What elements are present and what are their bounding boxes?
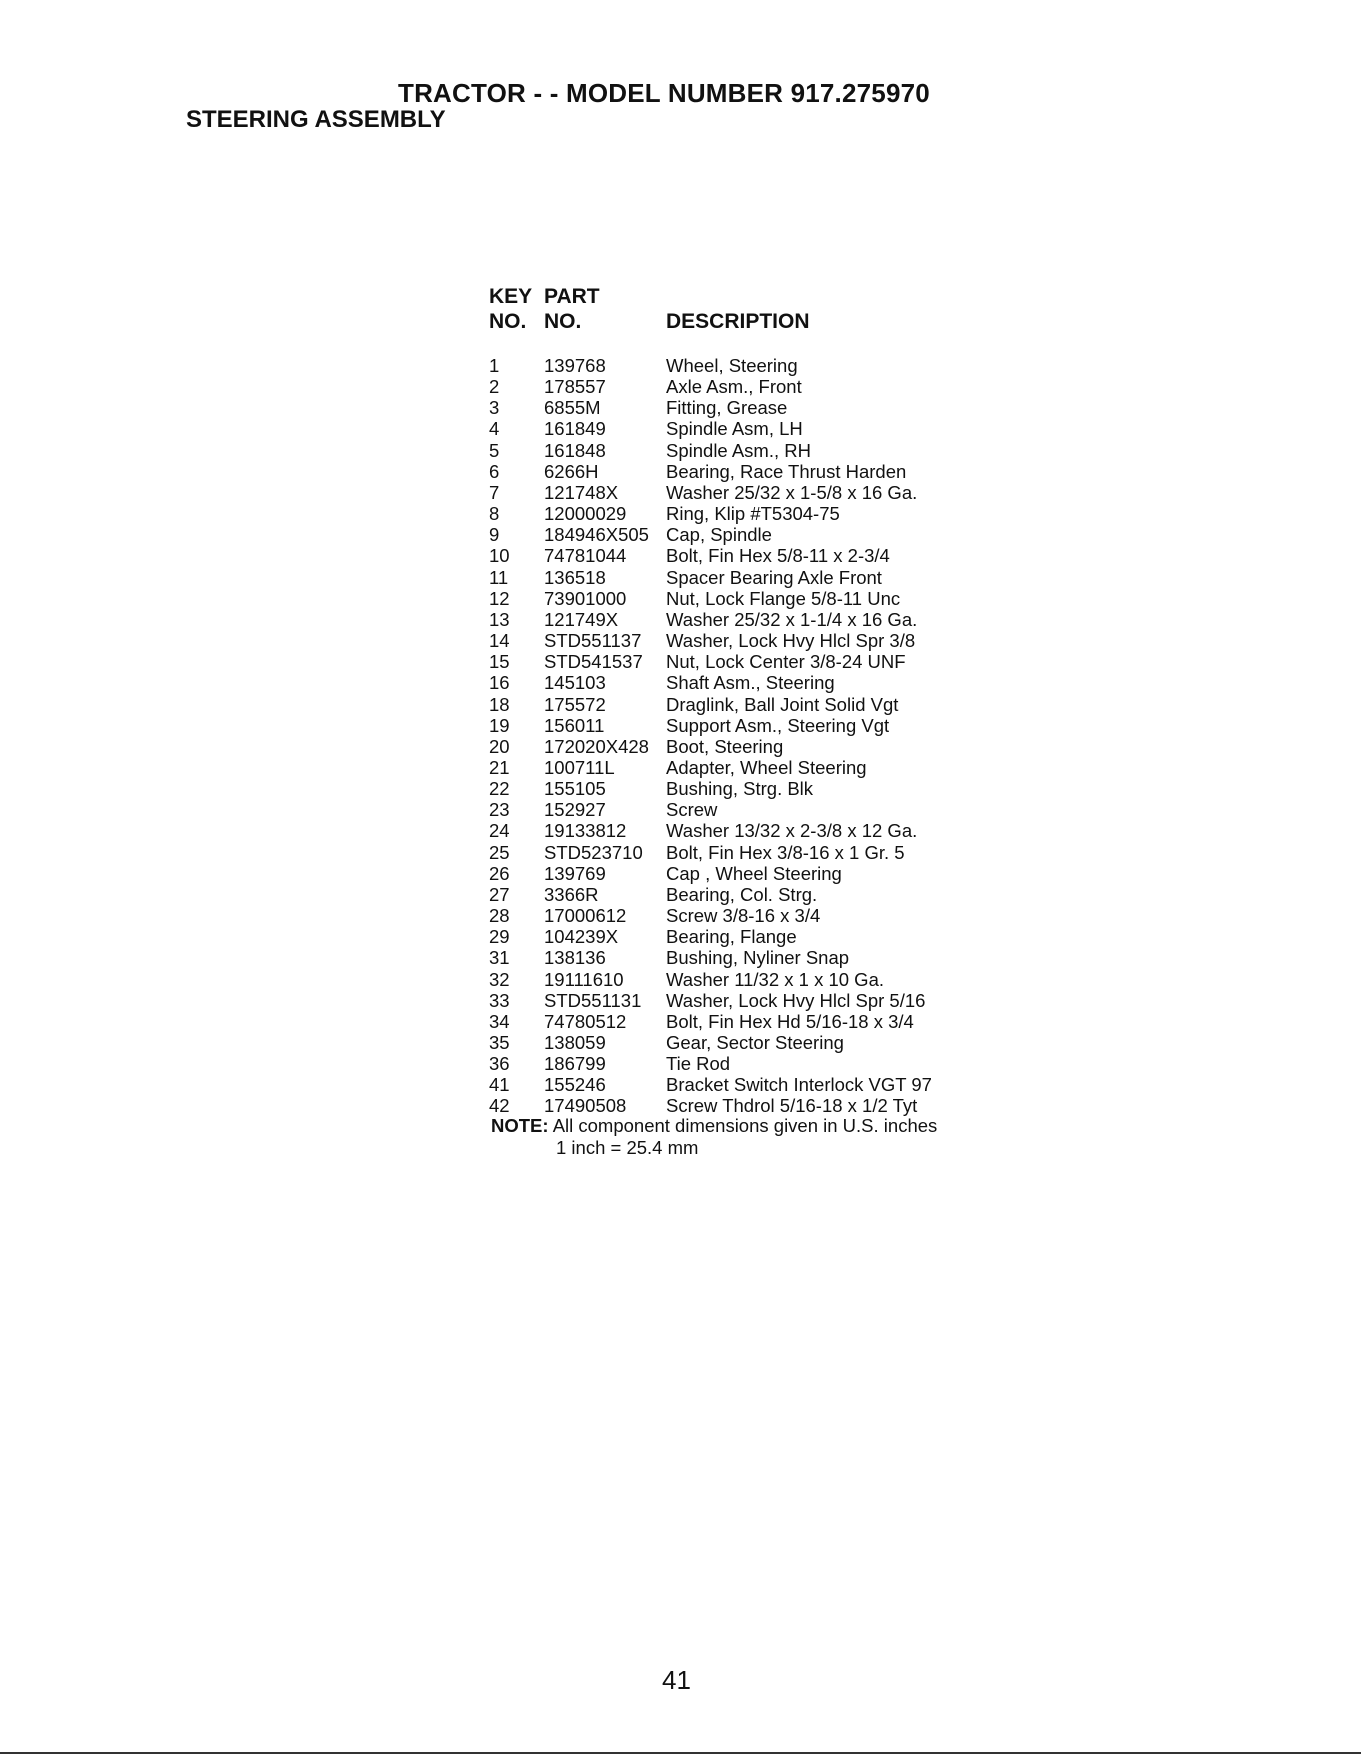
table-row <box>489 482 1009 503</box>
table-row <box>489 609 1009 630</box>
part-no-cell: 6855M <box>544 397 601 419</box>
key-no-cell: 7 <box>489 481 500 503</box>
part-no-cell: 100711L <box>544 756 615 778</box>
part-no-cell: STD551131 <box>544 989 642 1011</box>
description-cell: Screw Thdrol 5/16-18 x 1/2 Tyt <box>666 1095 918 1117</box>
part-no-cell: 138136 <box>544 947 606 969</box>
bottom-rule <box>0 1752 1361 1754</box>
key-no-cell: 19 <box>489 714 510 736</box>
header-key-no: NO. <box>489 310 527 333</box>
key-no-cell: 32 <box>489 968 510 990</box>
table-row <box>489 545 1009 566</box>
note <box>491 1115 937 1136</box>
key-no-cell: 4 <box>489 418 500 440</box>
table-row <box>489 588 1009 609</box>
part-no-cell: 161849 <box>544 418 606 440</box>
description-cell: Bolt, Fin Hex Hd 5/16-18 x 3/4 <box>666 1010 914 1032</box>
part-no-cell: 19133812 <box>544 820 627 842</box>
description-cell: Nut, Lock Center 3/8-24 UNF <box>666 651 906 673</box>
key-no-cell: 25 <box>489 841 510 863</box>
table-row <box>489 355 1009 376</box>
parts-rows <box>489 355 1009 1117</box>
section-title: STEERING ASSEMBLY <box>186 106 446 133</box>
key-no-cell: 8 <box>489 503 500 525</box>
description-cell: Screw <box>666 799 718 821</box>
table-row <box>489 672 1009 693</box>
description-cell: Draglink, Ball Joint Solid Vgt <box>666 693 899 715</box>
key-no-cell: 11 <box>489 566 509 588</box>
note-label: NOTE: <box>491 1115 549 1136</box>
description-cell: Washer 13/32 x 2-3/8 x 12 Ga. <box>666 820 918 842</box>
part-no-cell: 172020X428 <box>544 735 649 757</box>
table-row <box>489 1074 1009 1095</box>
part-no-cell: 19111610 <box>544 968 624 990</box>
key-no-cell: 29 <box>489 926 510 948</box>
table-row <box>489 990 1009 1011</box>
part-no-cell: 73901000 <box>544 587 627 609</box>
description-cell: Bearing, Race Thrust Harden <box>666 460 907 482</box>
key-no-cell: 12 <box>489 587 510 609</box>
part-no-cell: STD523710 <box>544 841 643 863</box>
description-cell: Bracket Switch Interlock VGT 97 <box>666 1074 932 1096</box>
header-key: KEY <box>489 285 533 308</box>
description-cell: Washer, Lock Hvy Hlcl Spr 5/16 <box>666 989 926 1011</box>
part-no-cell: 136518 <box>544 566 606 588</box>
description-cell: Bearing, Flange <box>666 926 797 948</box>
part-no-cell: 3366R <box>544 883 599 905</box>
part-no-cell: 175572 <box>544 693 606 715</box>
part-no-cell: STD551137 <box>544 630 642 652</box>
description-cell: Washer, Lock Hvy Hlcl Spr 3/8 <box>666 630 916 652</box>
part-no-cell: 121748X <box>544 481 619 503</box>
key-no-cell: 23 <box>489 799 510 821</box>
description-cell: Bolt, Fin Hex 5/8-11 x 2-3/4 <box>666 545 890 567</box>
table-row <box>489 1011 1009 1032</box>
key-no-cell: 6 <box>489 460 500 482</box>
table-row <box>489 524 1009 545</box>
key-no-cell: 27 <box>489 883 510 905</box>
description-cell: Tie Rod <box>666 1053 731 1075</box>
key-no-cell: 18 <box>489 693 510 715</box>
header-part: PART <box>544 285 600 308</box>
table-row <box>489 630 1009 651</box>
key-no-cell: 15 <box>489 651 510 673</box>
part-no-cell: 74780512 <box>544 1010 627 1032</box>
table-row <box>489 820 1009 841</box>
description-cell: Washer 25/32 x 1-1/4 x 16 Ga. <box>666 608 918 630</box>
part-no-cell: 184946X505 <box>544 524 649 546</box>
key-no-cell: 24 <box>489 820 510 842</box>
key-no-cell: 22 <box>489 778 510 800</box>
key-no-cell: 36 <box>489 1053 510 1075</box>
description-cell: Shaft Asm., Steering <box>666 672 835 694</box>
description-cell: Fitting, Grease <box>666 397 788 419</box>
part-no-cell: 139769 <box>544 862 606 884</box>
table-header-row-2 <box>489 310 1009 335</box>
description-cell: Washer 11/32 x 1 x 10 Ga. <box>666 968 884 990</box>
parts-list <box>489 285 1009 1117</box>
description-cell: Washer 25/32 x 1-5/8 x 16 Ga. <box>666 481 918 503</box>
part-no-cell: 161848 <box>544 439 606 461</box>
table-header-row-1 <box>489 285 1009 310</box>
header-description: DESCRIPTION <box>666 310 810 333</box>
key-no-cell: 16 <box>489 672 510 694</box>
part-no-cell: 121749X <box>544 608 619 630</box>
part-no-cell: 12000029 <box>544 503 627 525</box>
key-no-cell: 42 <box>489 1095 510 1117</box>
table-row <box>489 1032 1009 1053</box>
header-spacer <box>489 335 1009 355</box>
table-row <box>489 651 1009 672</box>
part-no-cell: 139768 <box>544 355 606 376</box>
key-no-cell: 1 <box>489 355 500 376</box>
description-cell: Axle Asm., Front <box>666 376 802 398</box>
key-no-cell: 34 <box>489 1010 510 1032</box>
table-row <box>489 884 1009 905</box>
table-row <box>489 567 1009 588</box>
table-row <box>489 926 1009 947</box>
description-cell: Adapter, Wheel Steering <box>666 756 867 778</box>
table-row <box>489 418 1009 439</box>
part-no-cell: 155246 <box>544 1074 606 1096</box>
table-row <box>489 778 1009 799</box>
note-text: All component dimensions given in U.S. inches <box>552 1115 938 1136</box>
table-row <box>489 842 1009 863</box>
description-cell: Wheel, Steering <box>666 355 798 376</box>
table-row <box>489 694 1009 715</box>
table-row <box>489 715 1009 736</box>
description-cell: Bushing, Strg. Blk <box>666 778 814 800</box>
page-number: 41 <box>662 1665 691 1695</box>
table-row <box>489 947 1009 968</box>
key-no-cell: 13 <box>489 608 510 630</box>
key-no-cell: 33 <box>489 989 510 1011</box>
key-no-cell: 41 <box>489 1074 510 1096</box>
table-row <box>489 461 1009 482</box>
key-no-cell: 28 <box>489 905 510 927</box>
table-row <box>489 397 1009 418</box>
note-conversion: 1 inch = 25.4 mm <box>556 1137 699 1158</box>
key-no-cell: 2 <box>489 376 500 398</box>
description-cell: Bearing, Col. Strg. <box>666 883 818 905</box>
description-cell: Bolt, Fin Hex 3/8-16 x 1 Gr. 5 <box>666 841 905 863</box>
part-no-cell: 104239X <box>544 926 619 948</box>
part-no-cell: 17490508 <box>544 1095 627 1117</box>
description-cell: Gear, Sector Steering <box>666 1032 844 1053</box>
description-cell: Cap , Wheel Steering <box>666 862 842 884</box>
page-title: TRACTOR - - MODEL NUMBER 917.275970 <box>398 78 930 108</box>
part-no-cell: 156011 <box>544 714 605 736</box>
description-cell: Spindle Asm, LH <box>666 418 803 440</box>
key-no-cell: 10 <box>489 545 510 567</box>
description-cell: Boot, Steering <box>666 735 784 757</box>
part-no-cell: 155105 <box>544 778 606 800</box>
key-no-cell: 20 <box>489 735 510 757</box>
description-cell: Screw 3/8-16 x 3/4 <box>666 905 821 927</box>
part-no-cell: 152927 <box>544 799 606 821</box>
key-no-cell: 35 <box>489 1032 510 1053</box>
key-no-cell: 3 <box>489 397 500 419</box>
table-row <box>489 969 1009 990</box>
header-part-no: NO. <box>544 310 582 333</box>
part-no-cell: 178557 <box>544 376 606 398</box>
key-no-cell: 9 <box>489 524 500 546</box>
table-row <box>489 503 1009 524</box>
table-row <box>489 736 1009 757</box>
table-row <box>489 799 1009 820</box>
part-no-cell: 17000612 <box>544 905 627 927</box>
table-row <box>489 376 1009 397</box>
description-cell: Spindle Asm., RH <box>666 439 811 461</box>
key-no-cell: 21 <box>489 756 510 778</box>
table-row <box>489 905 1009 926</box>
table-row <box>489 863 1009 884</box>
description-cell: Cap, Spindle <box>666 524 772 546</box>
part-no-cell: 138059 <box>544 1032 606 1053</box>
description-cell: Nut, Lock Flange 5/8-11 Unc <box>666 587 901 609</box>
description-cell: Ring, Klip #T5304-75 <box>666 503 840 525</box>
description-cell: Bushing, Nyliner Snap <box>666 947 850 969</box>
key-no-cell: 31 <box>489 947 510 969</box>
table-row <box>489 1095 1009 1116</box>
part-no-cell: 145103 <box>544 672 606 694</box>
description-cell: Support Asm., Steering Vgt <box>666 714 890 736</box>
table-row <box>489 1053 1009 1074</box>
key-no-cell: 14 <box>489 630 510 652</box>
part-no-cell: 186799 <box>544 1053 606 1075</box>
part-no-cell: STD541537 <box>544 651 643 673</box>
part-no-cell: 74781044 <box>544 545 627 567</box>
key-no-cell: 26 <box>489 862 510 884</box>
key-no-cell: 5 <box>489 439 500 461</box>
part-no-cell: 6266H <box>544 460 599 482</box>
table-row <box>489 440 1009 461</box>
description-cell: Spacer Bearing Axle Front <box>666 566 882 588</box>
table-row <box>489 757 1009 778</box>
